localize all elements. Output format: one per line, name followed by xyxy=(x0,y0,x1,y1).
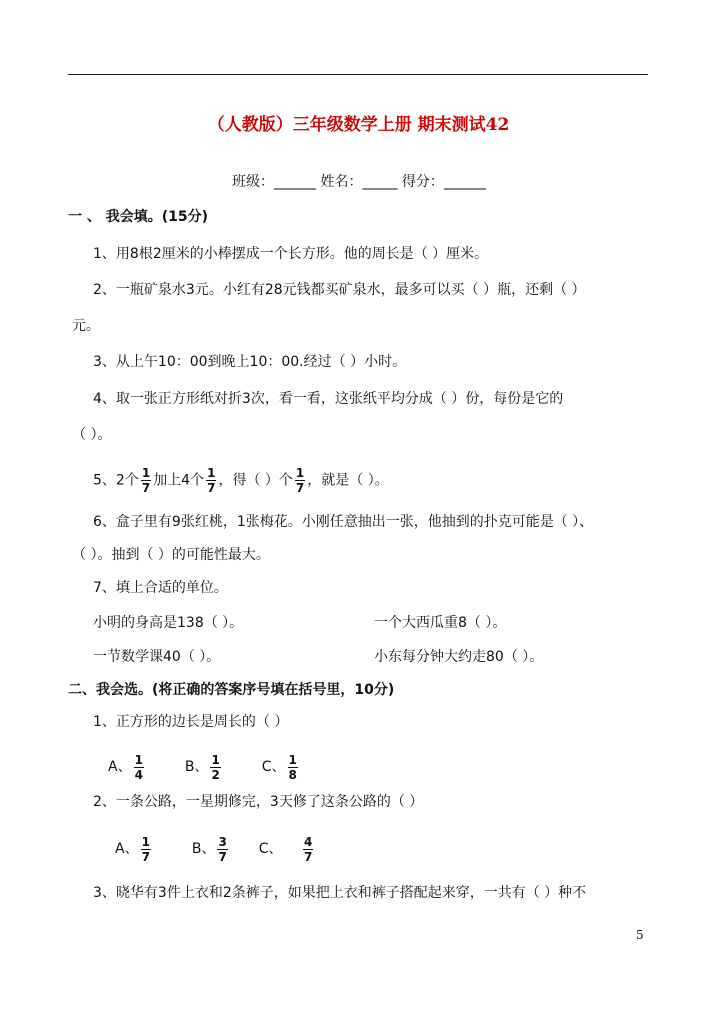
section1-heading: 一 、 我会填。(15分) xyxy=(68,209,209,225)
fraction-numerator: 1 xyxy=(141,834,150,849)
question-1-5 xyxy=(93,467,389,494)
question-1-4: 4、取一张正方形纸对折3次，看一看，这张纸平均分成（ ）份，每份是它的 xyxy=(93,391,564,407)
question-1-3: 3、从上午10：00到晚上10：00.经过（ ）小时。 xyxy=(93,354,407,370)
question-2-1: 1、正方形的边长是周长的（ ） xyxy=(93,714,289,730)
unit-item-watermelon: 一个大西瓜重8（ ）。 xyxy=(374,615,507,631)
fraction-one-seventh xyxy=(206,467,216,494)
option-c-label: C、 xyxy=(261,759,286,775)
fraction-numerator: 3 xyxy=(218,834,227,849)
option-a-label: A、 xyxy=(108,759,132,775)
option-a-fraction xyxy=(141,836,151,863)
fraction-denominator: 7 xyxy=(303,849,313,864)
fraction-numerator: 1 xyxy=(141,466,151,480)
fraction-numerator: 1 xyxy=(295,466,305,480)
unit-item-height: 小明的身高是138（ ）。 xyxy=(93,615,244,631)
option-a-fraction xyxy=(134,754,144,781)
option-c-fraction xyxy=(288,754,298,781)
question-1-6-cont: （ ）。抽到（ ）的可能性最大。 xyxy=(72,547,270,563)
question-2-2: 2、一条公路，一星期修完，3天修了这条公路的（ ） xyxy=(93,794,424,810)
fraction-denominator: 7 xyxy=(141,481,151,495)
q5-text-3: ，得（ ）个 xyxy=(218,472,293,489)
q5-text-4: ，就是（ ）。 xyxy=(307,472,389,489)
unit-item-class: 一节数学课40（ ）。 xyxy=(93,649,221,665)
header-rule xyxy=(68,74,648,75)
options-2-2 xyxy=(115,834,315,864)
question-1-1: 1、用8根2厘米的小棒摆成一个长方形。他的周长是（ ）厘米。 xyxy=(93,246,489,262)
fraction-denominator: 7 xyxy=(295,481,305,495)
fraction-one-seventh xyxy=(295,467,305,494)
question-2-3: 3、晓华有3件上衣和2条裤子，如果把上衣和裤子搭配起来穿，一共有（ ）种不 xyxy=(93,885,587,901)
q5-text-2: 加上4个 xyxy=(153,472,205,489)
student-info-line: 班级：______ 姓名：_____ 得分：______ xyxy=(232,174,486,190)
option-b-fraction xyxy=(217,836,227,863)
option-c-fraction xyxy=(303,836,313,863)
q5-text-1: 5、2个 xyxy=(93,472,139,489)
fraction-numerator: 1 xyxy=(134,752,143,767)
fraction-numerator: 1 xyxy=(211,752,220,767)
fraction-numerator: 1 xyxy=(288,752,297,767)
question-1-6: 6、盒子里有9张红桃，1张梅花。小刚任意抽出一张，他抽到的扑克可能是（ ）、 xyxy=(93,514,594,530)
question-1-2: 2、一瓶矿泉水3元。小红有28元钱都买矿泉水，最多可以买（ ）瓶，还剩（ ） xyxy=(93,282,586,298)
option-b-fraction xyxy=(210,754,220,781)
fraction-denominator: 7 xyxy=(218,849,227,864)
option-b-label: B、 xyxy=(191,841,216,857)
fraction-denominator: 7 xyxy=(207,481,216,495)
question-1-7: 7、填上合适的单位。 xyxy=(93,580,228,596)
section2-heading: 二、我会选。(将正确的答案序号填在括号里，10分) xyxy=(68,682,395,698)
fraction-denominator: 4 xyxy=(134,767,143,782)
options-2-1 xyxy=(108,752,300,782)
fraction-denominator: 7 xyxy=(141,849,150,864)
fraction-numerator: 1 xyxy=(207,466,216,480)
page-title: （人教版）三年级数学上册 期末测试42 xyxy=(207,115,510,135)
option-b-label: B、 xyxy=(184,759,209,775)
option-c-label: C、 xyxy=(258,841,283,857)
fraction-denominator: 2 xyxy=(211,767,220,782)
fraction-denominator: 8 xyxy=(288,767,297,782)
page-number: 5 xyxy=(636,928,644,942)
fraction-numerator: 4 xyxy=(303,834,313,849)
question-1-2-cont: 元。 xyxy=(72,318,100,334)
fraction-one-seventh xyxy=(141,467,151,494)
option-a-label: A、 xyxy=(115,841,139,857)
unit-item-walk: 小东每分钟大约走80（ ）。 xyxy=(374,649,544,665)
question-1-4-cont: （ ）。 xyxy=(72,427,112,443)
